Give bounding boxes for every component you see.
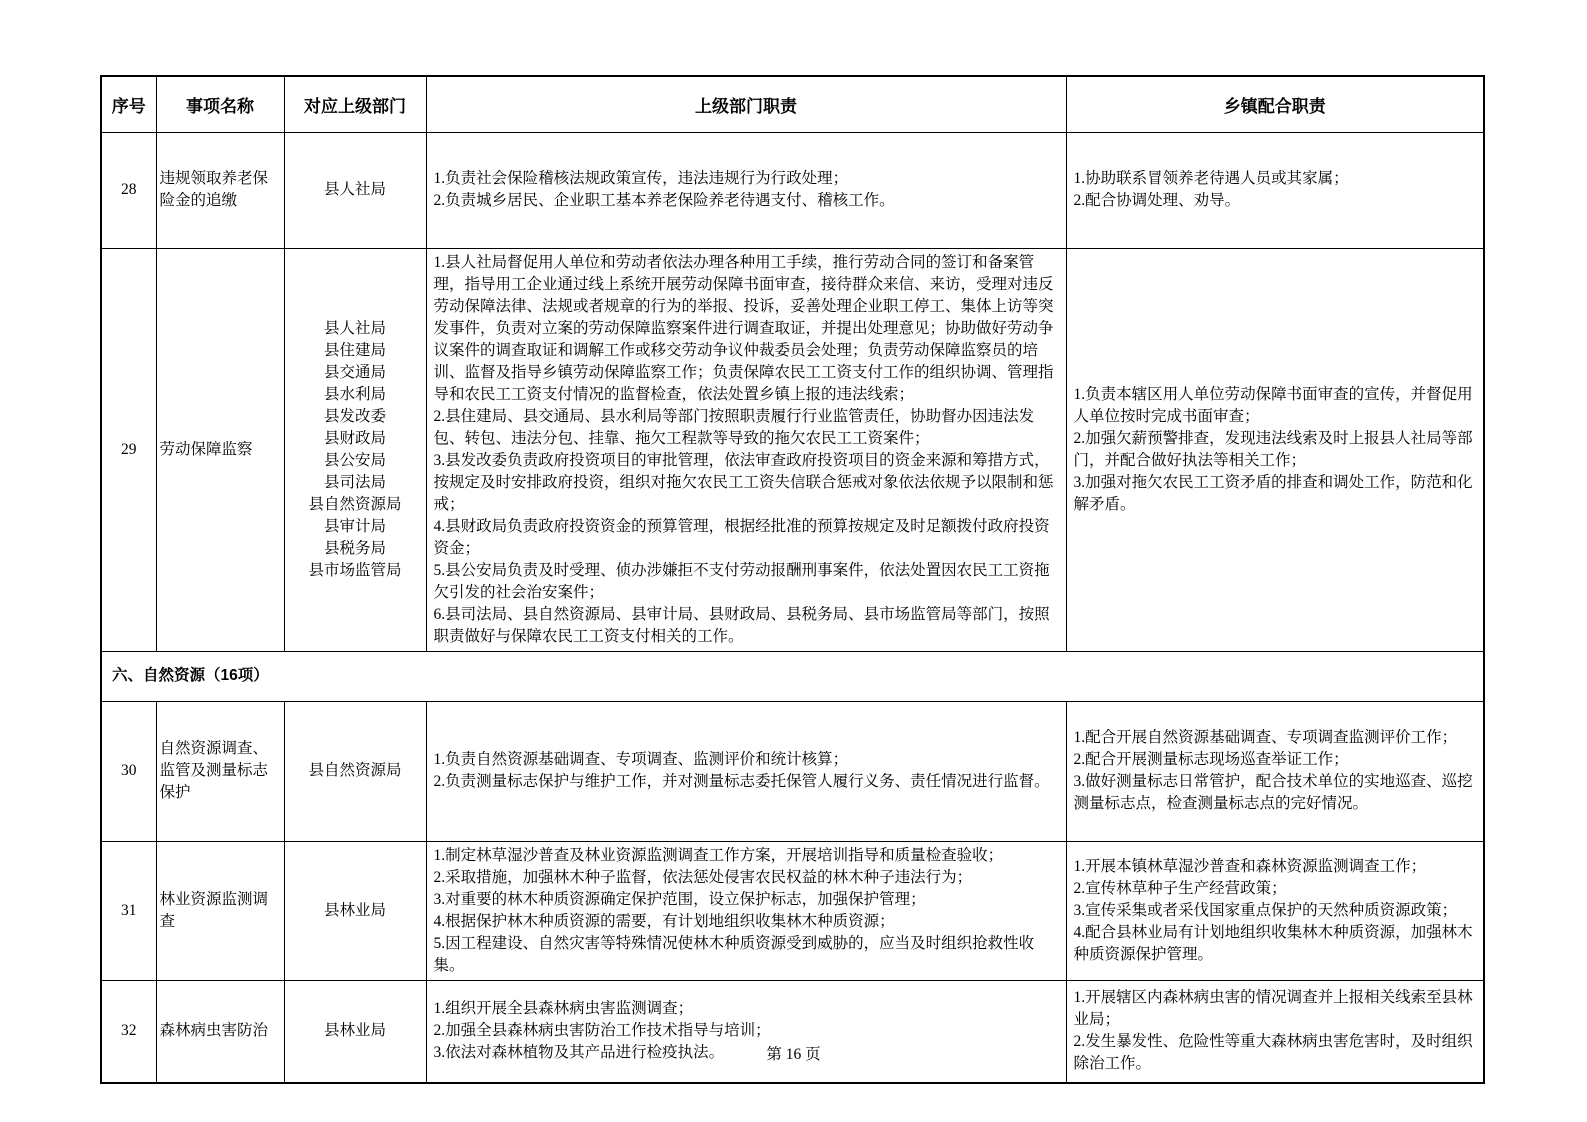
table-row	[101, 248, 1484, 651]
item-name-cell: 劳动保障监察	[156, 248, 284, 651]
duty-item: 2.县住建局、县交通局、县水利局等部门按照职责履行行业监管责任，协助督办因违法发包、转包、违法分包、挂靠、拖欠工程款等导致的拖欠农民工工资案件；	[433, 407, 1035, 447]
department-name: 县司法局	[323, 473, 386, 491]
department-cell	[284, 132, 426, 248]
department-name: 县林业局	[323, 901, 386, 919]
section-header-row	[101, 651, 1484, 701]
item-name-cell: 森林病虫害防治	[156, 980, 284, 1083]
page-number: 第 16 页	[766, 1046, 821, 1063]
column-header: 对应上级部门	[284, 76, 426, 132]
duty-item: 3.加强对拖欠农民工工资矛盾的排查和调处工作，防范和化解矛盾。	[1073, 473, 1473, 513]
department-name: 县人社局	[323, 181, 386, 198]
item-name-cell: 林业资源监测调查	[156, 841, 284, 980]
department-name: 县税务局	[323, 539, 386, 557]
duty-item: 2.负责城乡居民、企业职工基本养老保险养老待遇支付、稽核工作。	[433, 192, 895, 209]
department-name: 县住建局	[323, 341, 386, 359]
superior-duties-cell	[426, 980, 1066, 1083]
township-duties-cell	[1066, 248, 1484, 651]
department-name: 县公安局	[323, 451, 386, 469]
table-row	[101, 701, 1484, 841]
duty-item: 4.根据保护林木种质资源的需要，有计划地组织收集林木种质资源；	[433, 912, 895, 930]
township-duties-cell	[1066, 701, 1484, 841]
row-number-cell: 29	[101, 248, 156, 651]
department-name: 县人社局	[323, 319, 386, 337]
department-name: 县林业局	[323, 1022, 386, 1040]
department-cell	[284, 841, 426, 980]
duty-item: 4.县财政局负责政府投资资金的预算管理，根据经批准的预算按规定及时足额拨付政府投资资金；	[433, 517, 1050, 557]
column-header: 事项名称	[156, 76, 284, 132]
department-name: 县自然资源局	[308, 495, 402, 513]
duty-item: 2.配合协调处理、劝导。	[1073, 192, 1241, 209]
table-row	[101, 841, 1484, 980]
duty-item: 1.负责自然资源基础调查、专项调查、监测评价和统计核算；	[433, 751, 849, 768]
township-duties-cell	[1066, 980, 1484, 1083]
table-row	[101, 132, 1484, 248]
department-name: 县财政局	[323, 429, 386, 447]
duty-item: 2.采取措施，加强林木种子监督，依法惩处侵害农民权益的林木种子违法行为；	[433, 868, 973, 886]
duty-item: 6.县司法局、县自然资源局、县审计局、县财政局、县税务局、县市场监管局等部门，按照职责做好与保障农民工工资支付相关的工作。	[433, 605, 1050, 645]
section-header-label: 六、自然资源（16项）	[101, 651, 1484, 701]
table-row	[101, 980, 1484, 1083]
row-number-cell: 31	[101, 841, 156, 980]
duty-item: 1.县人社局督促用人单位和劳动者依法办理各种用工手续，推行劳动合同的签订和备案管理，指导用工企业通过线上系统开展劳动保障书面审查，接待群众来信、来访，受理对违反劳动保障法律、法规或者规章的行为的举报、投诉，妥善处理企业职工停工、集体上访等突发事件，负责对立案的劳动保障监察案件进行调查取证，并提出处理意见；协助做好劳动争议案件的调查取证和调解工作或移交劳动争议仲裁委员会处理；负责劳动保障监察员的培训、监督及指导乡镇劳动保障监察工作；负责保障农民工工资支付工作的组织协调、管理指导和农民工工资支付情况的监督检查，依法处置乡镇上报的违法线索；	[433, 253, 1054, 403]
duty-item: 1.配合开展自然资源基础调查、专项调查监测评价工作；	[1073, 729, 1458, 746]
table-header-row	[101, 76, 1484, 132]
department-cell	[284, 701, 426, 841]
duty-item: 2.配合开展测量标志现场巡查举证工作；	[1073, 751, 1349, 768]
department-cell	[284, 248, 426, 651]
superior-duties-cell	[426, 132, 1066, 248]
duty-item: 5.因工程建设、自然灾害等特殊情况使林木种质资源受到威胁的，应当及时组织抢救性收集。	[433, 934, 1035, 974]
duty-item: 2.宣传林草种子生产经营政策；	[1073, 879, 1287, 897]
duty-item: 3.做好测量标志日常管护，配合技术单位的实地巡查、巡挖测量标志点，检查测量标志点的完好情况。	[1073, 773, 1473, 812]
duty-item: 3.依法对森林植物及其产品进行检疫执法。	[433, 1044, 725, 1062]
responsibility-table	[100, 75, 1485, 1084]
department-cell	[284, 980, 426, 1083]
department-name: 县审计局	[323, 517, 386, 535]
department-name: 县水利局	[323, 385, 386, 403]
duty-item: 2.发生暴发性、危险性等重大森林病虫害危害时，及时组织除治工作。	[1073, 1033, 1473, 1073]
duty-item: 1.制定林草湿沙普查及林业资源监测调查工作方案，开展培训指导和质量检查验收；	[433, 846, 1004, 864]
duty-item: 5.县公安局负责及时受理、侦办涉嫌拒不支付劳动报酬刑事案件，依法处置因农民工工资拖欠引发的社会治安案件；	[433, 561, 1050, 601]
duty-item: 1.负责本辖区用人单位劳动保障书面审查的宣传，并督促用人单位按时完成书面审查；	[1073, 385, 1473, 425]
superior-duties-cell	[426, 841, 1066, 980]
row-number-cell: 28	[101, 132, 156, 248]
column-header: 上级部门职责	[426, 76, 1066, 132]
duty-item: 1.开展辖区内森林病虫害的情况调查并上报相关线索至县林业局；	[1073, 989, 1473, 1029]
duty-item: 3.宣传采集或者采伐国家重点保护的天然种质资源政策；	[1073, 901, 1458, 919]
duty-item: 1.组织开展全县森林病虫害监测调查；	[433, 1000, 694, 1018]
row-number-cell: 32	[101, 980, 156, 1083]
township-duties-cell	[1066, 132, 1484, 248]
duty-item: 2.负责测量标志保护与维护工作，并对测量标志委托保管人履行义务、责任情况进行监督。	[433, 773, 1050, 790]
department-name: 县市场监管局	[308, 561, 402, 579]
department-name: 县发改委	[323, 407, 386, 425]
department-name: 县交通局	[323, 363, 386, 381]
duty-item: 1.开展本镇林草湿沙普查和森林资源监测调查工作；	[1073, 857, 1427, 875]
duty-item: 2.加强欠薪预警排查，发现违法线索及时上报县人社局等部门，并配合做好执法等相关工作；	[1073, 429, 1473, 469]
duty-item: 1.协助联系冒领养老待遇人员或其家属；	[1073, 170, 1349, 187]
column-header: 序号	[101, 76, 156, 132]
duty-item: 2.加强全县森林病虫害防治工作技术指导与培训；	[433, 1022, 771, 1040]
superior-duties-cell	[426, 248, 1066, 651]
duty-item: 3.县发改委负责政府投资项目的审批管理，依法审查政府投资项目的资金来源和筹措方式，按规定及时安排政府投资，组织对拖欠农民工工资失信联合惩戒对象依法依规予以限制和惩戒；	[433, 451, 1054, 513]
department-name: 县自然资源局	[308, 762, 402, 779]
duty-item: 4.配合县林业局有计划地组织收集林木种质资源，加强林木种质资源保护管理。	[1073, 923, 1473, 963]
item-name-cell: 违规领取养老保险金的追缴	[156, 132, 284, 248]
duty-item: 1.负责社会保险稽核法规政策宣传，违法违规行为行政处理；	[433, 170, 849, 187]
superior-duties-cell	[426, 701, 1066, 841]
duty-item: 3.对重要的林木种质资源确定保护范围，设立保护标志，加强保护管理；	[433, 890, 926, 908]
item-name-cell: 自然资源调查、监管及测量标志保护	[156, 701, 284, 841]
township-duties-cell	[1066, 841, 1484, 980]
row-number-cell: 30	[101, 701, 156, 841]
column-header: 乡镇配合职责	[1066, 76, 1484, 132]
